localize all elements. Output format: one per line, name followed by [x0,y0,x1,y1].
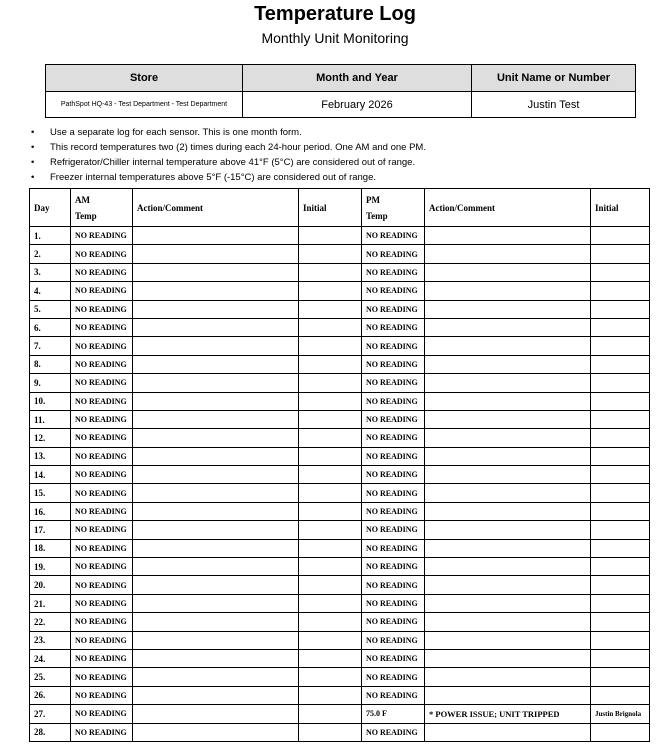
pm-initial-cell [591,429,650,447]
table-row [30,410,650,428]
day-cell: 26. [30,686,71,704]
am-initial-cell [299,410,362,428]
pm-initial-cell [591,502,650,520]
am-temp-cell: NO READING [71,447,133,465]
table-row [30,521,650,539]
am-temp-cell: NO READING [71,613,133,631]
am-temp-cell: NO READING [71,668,133,686]
am-initial-cell [299,447,362,465]
table-row [30,227,650,245]
pm-initial-cell [591,410,650,428]
table-row [30,245,650,263]
day-cell: 13. [30,447,71,465]
day-cell: 19. [30,558,71,576]
am-action-cell [133,318,299,336]
day-cell: 17. [30,521,71,539]
am-action-cell [133,723,299,741]
am-initial-cell [299,705,362,723]
table-row [30,649,650,667]
pm-action-cell [425,613,591,631]
pm-temp-cell: NO READING [362,668,425,686]
pm-temp-cell: NO READING [362,355,425,373]
am-initial-cell [299,374,362,392]
pm-temp-cell: NO READING [362,686,425,704]
am-action-cell [133,374,299,392]
day-cell: 18. [30,539,71,557]
pm-initial-cell [591,466,650,484]
am-temp-cell: NO READING [71,705,133,723]
log-rows [30,227,650,742]
pm-initial-cell [591,245,650,263]
pm-temp-label: Temp [366,211,388,221]
pm-temp-cell: NO READING [362,263,425,281]
am-action-cell [133,576,299,594]
table-row [30,705,650,723]
table-row [30,429,650,447]
pm-temp-cell: NO READING [362,539,425,557]
unit-info-table [45,64,636,118]
am-temp-cell: NO READING [71,374,133,392]
pm-temp-cell: NO READING [362,723,425,741]
day-cell: 1. [30,227,71,245]
pm-temp-cell: NO READING [362,300,425,318]
table-row [30,502,650,520]
am-temp-cell: NO READING [71,594,133,612]
am-temp-label: Temp [75,211,97,221]
pm-temp-cell: NO READING [362,447,425,465]
pm-initial-cell [591,594,650,612]
pm-temp-cell: NO READING [362,374,425,392]
am-action-cell [133,594,299,612]
pm-initial-column-header: Initial [591,189,650,227]
pm-action-cell [425,686,591,704]
table-row [30,392,650,410]
am-initial-cell [299,484,362,502]
table-row [30,668,650,686]
table-row [30,631,650,649]
day-cell: 23. [30,631,71,649]
am-action-cell [133,668,299,686]
pm-action-cell [425,263,591,281]
table-row [30,686,650,704]
day-cell: 10. [30,392,71,410]
table-row [30,594,650,612]
pm-action-cell [425,447,591,465]
table-row [30,447,650,465]
instruction-item: • Freezer internal temperatures above 5°F (-15°C) are considered out of range. [31,170,651,185]
day-cell: 3. [30,263,71,281]
pm-temp-cell: NO READING [362,282,425,300]
pm-action-cell [425,521,591,539]
am-initial-cell [299,649,362,667]
pm-action-column-header: Action/Comment [425,189,591,227]
day-cell: 2. [30,245,71,263]
am-temp-column-header [71,189,133,227]
pm-temp-cell: NO READING [362,613,425,631]
instruction-item: • Use a separate log for each sensor. This is one month form. [31,125,651,140]
pm-initial-cell [591,686,650,704]
pm-initial-cell [591,300,650,318]
pm-temp-column-header [362,189,425,227]
pm-initial-cell [591,558,650,576]
table-row [30,576,650,594]
am-initial-cell [299,227,362,245]
day-cell: 14. [30,466,71,484]
am-action-cell [133,355,299,373]
table-row [30,300,650,318]
pm-initial-cell [591,318,650,336]
am-action-cell [133,705,299,723]
am-initial-cell [299,245,362,263]
am-initial-cell [299,466,362,484]
am-action-cell [133,447,299,465]
month-year-header: Month and Year [243,65,472,92]
pm-action-cell [425,392,591,410]
am-temp-cell: NO READING [71,392,133,410]
pm-initial-cell [591,576,650,594]
am-initial-cell [299,300,362,318]
pm-action-cell [425,631,591,649]
pm-temp-cell: NO READING [362,337,425,355]
day-cell: 12. [30,429,71,447]
day-cell: 20. [30,576,71,594]
pm-initial-cell [591,392,650,410]
pm-temp-cell: NO READING [362,576,425,594]
day-cell: 11. [30,410,71,428]
am-action-cell [133,649,299,667]
pm-initial-cell [591,484,650,502]
am-action-cell [133,429,299,447]
am-action-cell [133,613,299,631]
day-cell: 8. [30,355,71,373]
pm-action-cell [425,649,591,667]
pm-initial-cell [591,447,650,465]
temperature-log-table [29,188,650,742]
am-temp-cell: NO READING [71,429,133,447]
page-subtitle: Monthly Unit Monitoring [261,30,409,46]
month-year-value: February 2026 [243,92,472,118]
pm-action-cell [425,502,591,520]
am-temp-cell: NO READING [71,558,133,576]
am-temp-cell: NO READING [71,576,133,594]
pm-action-cell [425,576,591,594]
table-row [30,282,650,300]
am-initial-cell [299,318,362,336]
table-row [30,318,650,336]
am-initial-cell [299,521,362,539]
am-temp-cell: NO READING [71,631,133,649]
am-initial-cell [299,392,362,410]
pm-initial-cell [591,337,650,355]
pm-initial-cell [591,282,650,300]
am-temp-cell: NO READING [71,686,133,704]
pm-action-cell [425,318,591,336]
am-temp-cell: NO READING [71,337,133,355]
am-temp-cell: NO READING [71,466,133,484]
am-action-cell [133,502,299,520]
day-cell: 6. [30,318,71,336]
pm-action-cell [425,374,591,392]
pm-action-cell [425,558,591,576]
pm-action-cell [425,466,591,484]
am-temp-cell: NO READING [71,521,133,539]
am-initial-cell [299,337,362,355]
pm-action-cell [425,410,591,428]
table-row [30,374,650,392]
pm-temp-cell: NO READING [362,502,425,520]
am-action-cell [133,245,299,263]
pm-action-cell [425,227,591,245]
pm-temp-cell: NO READING [362,594,425,612]
am-temp-cell: NO READING [71,484,133,502]
pm-temp-cell: NO READING [362,227,425,245]
am-label: AM [75,195,90,205]
am-temp-cell: NO READING [71,263,133,281]
day-cell: 16. [30,502,71,520]
unit-name-value: Justin Test [472,92,636,118]
am-initial-cell [299,355,362,373]
unit-name-header: Unit Name or Number [472,65,636,92]
pm-initial-cell [591,539,650,557]
pm-initial-cell [591,668,650,686]
am-initial-cell [299,668,362,686]
table-row [30,466,650,484]
am-initial-cell [299,613,362,631]
am-initial-cell [299,723,362,741]
pm-label: PM [366,195,380,205]
am-action-cell [133,263,299,281]
am-action-cell [133,521,299,539]
day-cell: 9. [30,374,71,392]
am-action-cell [133,282,299,300]
pm-temp-cell: 75.0 F [362,705,425,723]
am-action-cell [133,466,299,484]
am-initial-cell [299,594,362,612]
pm-action-cell [425,300,591,318]
store-value: PathSpot HQ-43 - Test Department - Test Department [46,92,243,118]
am-action-cell [133,484,299,502]
day-cell: 5. [30,300,71,318]
am-action-cell [133,631,299,649]
pm-temp-cell: NO READING [362,429,425,447]
pm-initial-cell [591,631,650,649]
am-initial-cell [299,558,362,576]
am-initial-cell [299,631,362,649]
am-action-cell [133,539,299,557]
am-temp-cell: NO READING [71,318,133,336]
pm-temp-cell: NO READING [362,558,425,576]
table-row [30,558,650,576]
table-row [30,337,650,355]
am-initial-cell [299,282,362,300]
table-row [30,613,650,631]
am-initial-cell [299,686,362,704]
table-row [30,355,650,373]
am-action-cell [133,686,299,704]
day-cell: 24. [30,649,71,667]
am-temp-cell: NO READING [71,245,133,263]
pm-temp-cell: NO READING [362,649,425,667]
am-action-cell [133,300,299,318]
pm-action-cell [425,337,591,355]
pm-action-cell [425,594,591,612]
am-action-cell [133,410,299,428]
day-cell: 27. [30,705,71,723]
pm-action-cell [425,245,591,263]
am-action-cell [133,558,299,576]
pm-action-cell: * POWER ISSUE; UNIT TRIPPED [425,705,591,723]
am-initial-column-header: Initial [299,189,362,227]
pm-action-cell [425,429,591,447]
pm-initial-cell [591,355,650,373]
am-temp-cell: NO READING [71,502,133,520]
table-row [30,263,650,281]
pm-action-cell [425,539,591,557]
instructions-list [31,125,651,185]
day-cell: 7. [30,337,71,355]
table-row [30,484,650,502]
pm-temp-cell: NO READING [362,392,425,410]
day-cell: 4. [30,282,71,300]
pm-temp-cell: NO READING [362,245,425,263]
pm-action-cell [425,723,591,741]
table-row [30,723,650,741]
day-cell: 21. [30,594,71,612]
pm-initial-cell [591,263,650,281]
pm-action-cell [425,282,591,300]
pm-initial-cell [591,521,650,539]
am-temp-cell: NO READING [71,723,133,741]
am-initial-cell [299,576,362,594]
am-action-cell [133,227,299,245]
pm-action-cell [425,668,591,686]
pm-initial-cell [591,649,650,667]
pm-temp-cell: NO READING [362,410,425,428]
am-temp-cell: NO READING [71,300,133,318]
am-action-cell [133,392,299,410]
pm-temp-cell: NO READING [362,521,425,539]
table-row [30,539,650,557]
am-initial-cell [299,502,362,520]
pm-temp-cell: NO READING [362,484,425,502]
day-cell: 25. [30,668,71,686]
pm-initial-cell [591,227,650,245]
instruction-item: • This record temperatures two (2) times during each 24-hour period. One AM and one PM. [31,140,651,155]
am-temp-cell: NO READING [71,649,133,667]
instruction-item: • Refrigerator/Chiller internal temperature above 41°F (5°C) are considered out of range. [31,155,651,170]
store-header: Store [46,65,243,92]
page-title: Temperature Log [254,3,416,25]
day-column-header: Day [30,189,71,227]
am-initial-cell [299,539,362,557]
am-temp-cell: NO READING [71,355,133,373]
am-initial-cell [299,263,362,281]
am-initial-cell [299,429,362,447]
am-temp-cell: NO READING [71,227,133,245]
pm-initial-cell [591,723,650,741]
am-action-column-header: Action/Comment [133,189,299,227]
am-temp-cell: NO READING [71,282,133,300]
pm-temp-cell: NO READING [362,631,425,649]
am-action-cell [133,337,299,355]
day-cell: 22. [30,613,71,631]
pm-action-cell [425,355,591,373]
day-cell: 28. [30,723,71,741]
pm-action-cell [425,484,591,502]
day-cell: 15. [30,484,71,502]
pm-temp-cell: NO READING [362,318,425,336]
pm-initial-cell [591,374,650,392]
am-temp-cell: NO READING [71,410,133,428]
pm-temp-cell: NO READING [362,466,425,484]
am-temp-cell: NO READING [71,539,133,557]
pm-initial-cell [591,613,650,631]
pm-initial-cell: Justin Brignola [591,705,650,723]
